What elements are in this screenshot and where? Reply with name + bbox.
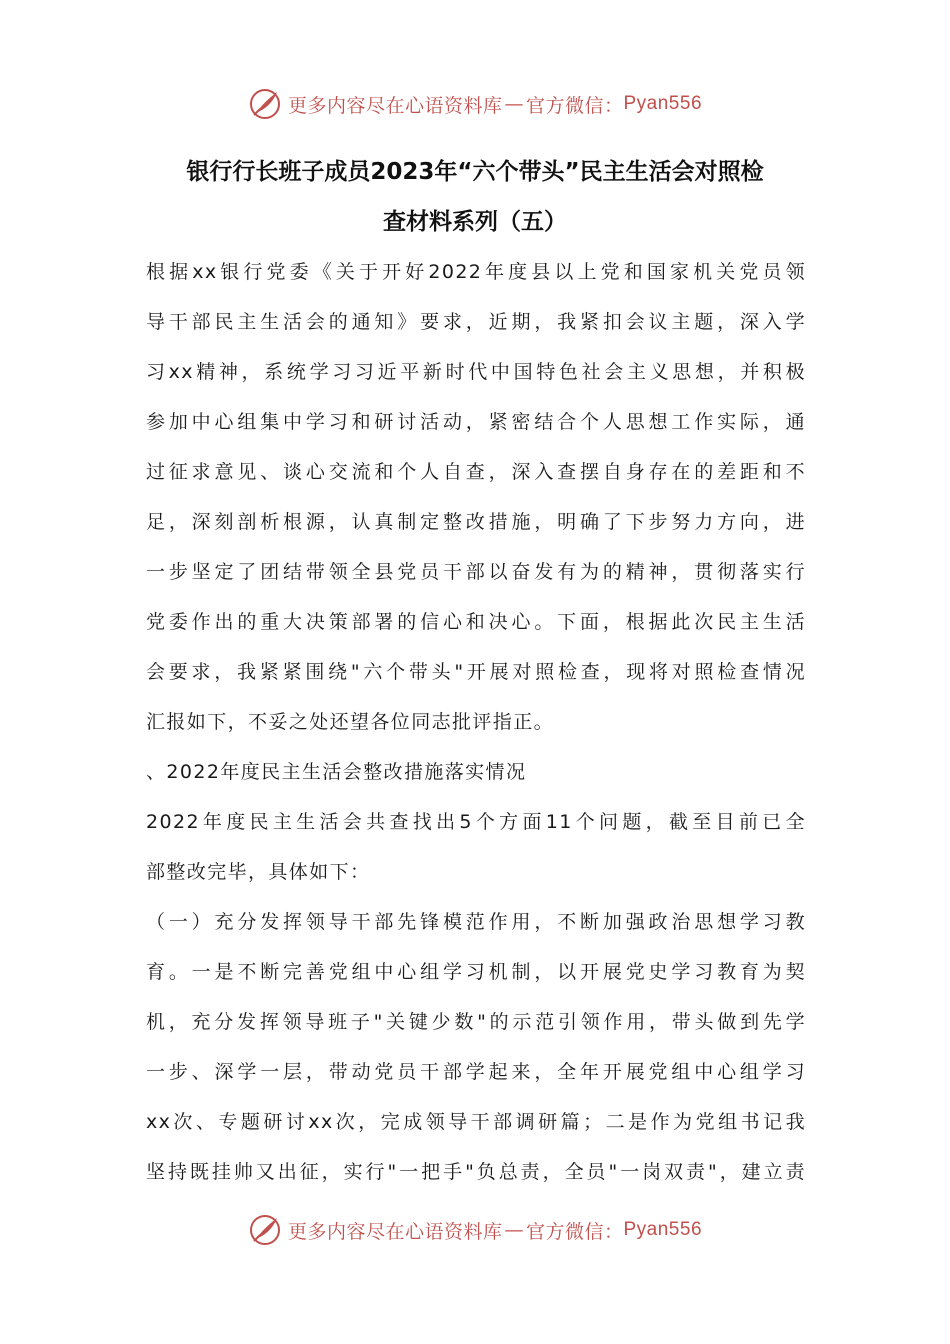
body-line: 坚持既挂帅又出征，实行"一把手"负总责，全员"一岗双责"，建立责 [146, 1161, 806, 1183]
watermark-footer [0, 1210, 950, 1250]
body-line: 参加中心组集中学习和研讨活动，紧密结合个人思想工作实际，通 [146, 411, 806, 433]
body-line: 汇报如下，不妥之处还望各位同志批评指正。 [146, 711, 555, 733]
body-line: 一步、深学一层，带动党员干部学起来，全年开展党组中心组学习 [146, 1061, 806, 1083]
section-heading: 、2022年度民主生活会整改措施落实情况 [146, 761, 527, 783]
quill-logo-icon [248, 87, 282, 121]
document-title-line-2: 查材料系列（五） [383, 209, 567, 235]
body-line: 会要求，我紧紧围绕"六个带头"开展对照检查，现将对照检查情况 [146, 661, 806, 683]
body-line: 习xx精神，系统学习习近平新时代中国特色社会主义思想，并积极 [146, 361, 806, 383]
body-line: 导干部民主生活会的通知》要求，近期，我紧扣会议主题，深入学 [146, 311, 806, 333]
body-line: 部整改完毕，具体如下： [146, 861, 371, 883]
watermark-separator: — [504, 93, 524, 115]
body-line: （一）充分发挥领导干部先锋模范作用，不断加强政治思想学习教 [146, 911, 806, 933]
quill-logo-icon [248, 1213, 282, 1247]
watermark-label: 官方微信： [525, 1220, 624, 1243]
body-line: 党委作出的重大决策部署的信心和决心。下面，根据此次民主生活 [146, 611, 806, 633]
body-line: xx次、专题研讨xx次，完成领导干部调研篇；二是作为党组书记我 [146, 1111, 806, 1133]
watermark-header [0, 84, 950, 124]
body-line: 过征求意见、谈心交流和个人自查，深入查摆自身存在的差距和不 [146, 461, 806, 483]
body-line: 根据xx银行党委《关于开好2022年度县以上党和国家机关党员领 [146, 261, 806, 283]
watermark-text: 更多内容尽在心语资料库 [287, 1220, 503, 1243]
watermark-id: Pyan556 [623, 1219, 703, 1240]
document-body [146, 247, 806, 1197]
watermark-text: 更多内容尽在心语资料库 [287, 94, 503, 117]
body-line: 一步坚定了团结带领全县党员干部以奋发有为的精神，贯彻落实行 [146, 561, 806, 583]
watermark-id: Pyan556 [623, 93, 703, 114]
watermark-separator: — [504, 1219, 524, 1241]
body-line: 机，充分发挥领导班子"关键少数"的示范引领作用，带头做到先学 [146, 1011, 806, 1033]
watermark-label: 官方微信： [525, 94, 624, 117]
document-title-line-1: 银行行长班子成员2023年“六个带头”民主生活会对照检 [186, 159, 764, 185]
body-line: 足，深刻剖析根源，认真制定整改措施，明确了下步努力方向，进 [146, 511, 806, 533]
body-line: 育。一是不断完善党组中心组学习机制，以开展党史学习教育为契 [146, 961, 806, 983]
body-line: 2022年度民主生活会共查找出5个方面11个问题，截至目前已全 [146, 811, 806, 833]
